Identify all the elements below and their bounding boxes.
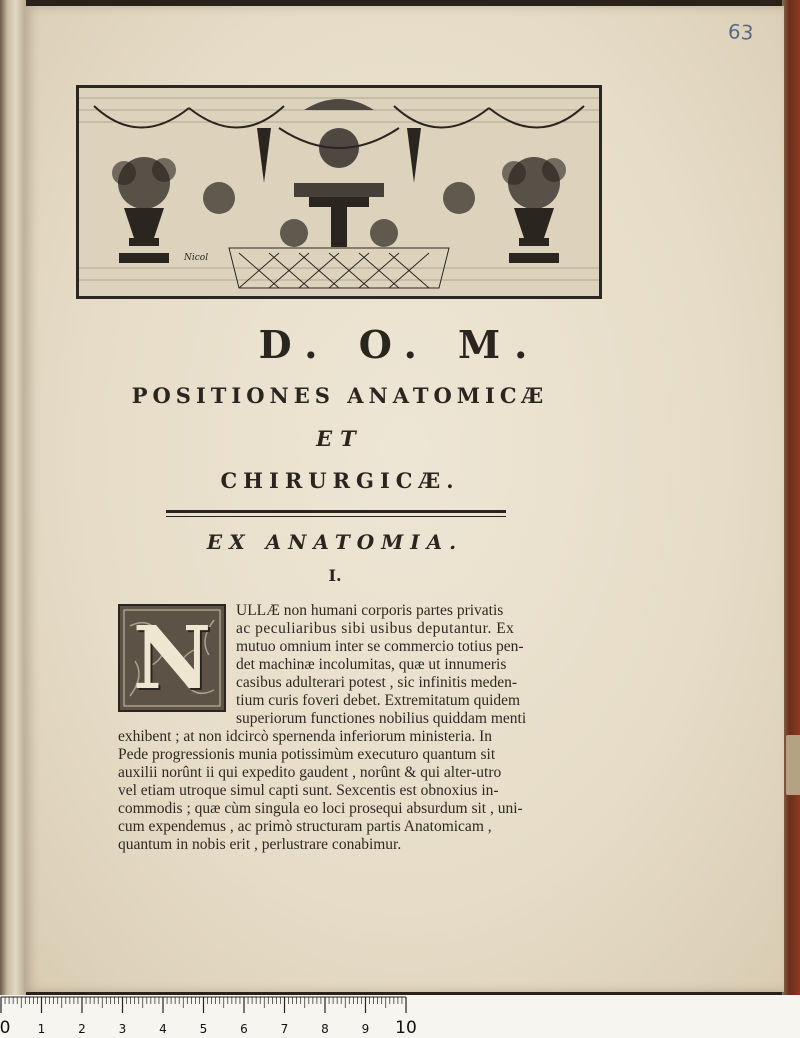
body-line-7: superiorum functiones nobilius quiddam menti — [236, 710, 527, 727]
title-divider-rule — [166, 510, 506, 518]
engraver-signature: Nicol — [184, 253, 209, 263]
measurement-ruler — [0, 995, 800, 1038]
decorated-initial — [118, 604, 226, 712]
dropcap-letter: N — [132, 607, 212, 709]
title-line-3: CHIRURGICÆ. — [220, 468, 460, 493]
ruler-label: 3 — [118, 1022, 127, 1036]
ruler-label: 9 — [361, 1022, 370, 1036]
ornamental-header-engraving — [76, 85, 602, 299]
body-line-5: casibus adulterari potest , sic infinitis meden- — [236, 674, 518, 691]
section-number: I. — [328, 566, 342, 585]
book-left-edge — [0, 0, 26, 995]
dom-heading: D. O. M. — [258, 322, 542, 367]
ruler-label: 8 — [321, 1022, 329, 1036]
body-line-3: mutuo omnium inter se commercio totius pen- — [236, 638, 524, 655]
body-line-13: cum expendemus , ac primò structuram partis Anatomicam , — [118, 818, 492, 835]
body-line-2: ac peculiaribus sibi usibus deputantur. Ex — [236, 620, 515, 637]
ruler-label: 0 — [0, 1018, 11, 1038]
ruler-label: 2 — [78, 1022, 86, 1036]
ruler-label: 4 — [159, 1022, 167, 1036]
engraving-illustration — [79, 88, 599, 296]
body-line-12: commodis ; quæ cùm singula eo loci prosequi absurdum sit , uni- — [118, 800, 523, 817]
title-line-1: POSITIONES ANATOMICÆ — [131, 383, 549, 408]
body-line-10: auxilii norûnt ii qui expedito gaudent , norûnt & qui alter-utro — [118, 764, 502, 781]
ruler-label: 6 — [240, 1022, 248, 1036]
ruler-label: 10 — [395, 1018, 417, 1038]
title-line-2: ET — [316, 426, 364, 451]
ruler-scale — [0, 995, 800, 1038]
book-right-edge — [782, 0, 800, 995]
body-line-8: exhibent ; at non idcircò spernenda inferiorum ministeria. In — [118, 728, 493, 745]
body-line-6: tium curis foveri debet. Extremitatum quidem — [236, 692, 521, 709]
body-line-11: vel etiam utroque simul capti sunt. Sexcentis est obnoxius in- — [118, 782, 499, 799]
ruler-label: 7 — [280, 1022, 289, 1036]
page-number: 63 — [727, 19, 755, 45]
body-line-9: Pede progressionis munia potissimùm executuro quantum sit — [118, 746, 496, 763]
ruler-label: 5 — [199, 1022, 208, 1036]
page-tab-marker — [786, 735, 800, 795]
body-line-14: quantum in nobis erit , perlustrare conabimur. — [118, 836, 402, 853]
body-line-1: ULLÆ non humani corporis partes privatis — [236, 602, 504, 619]
ruler-label: 1 — [37, 1022, 46, 1036]
body-line-4: det machinæ incolumitas, quæ ut innumeris — [236, 656, 507, 673]
section-heading: EX ANATOMIA. — [206, 530, 464, 554]
